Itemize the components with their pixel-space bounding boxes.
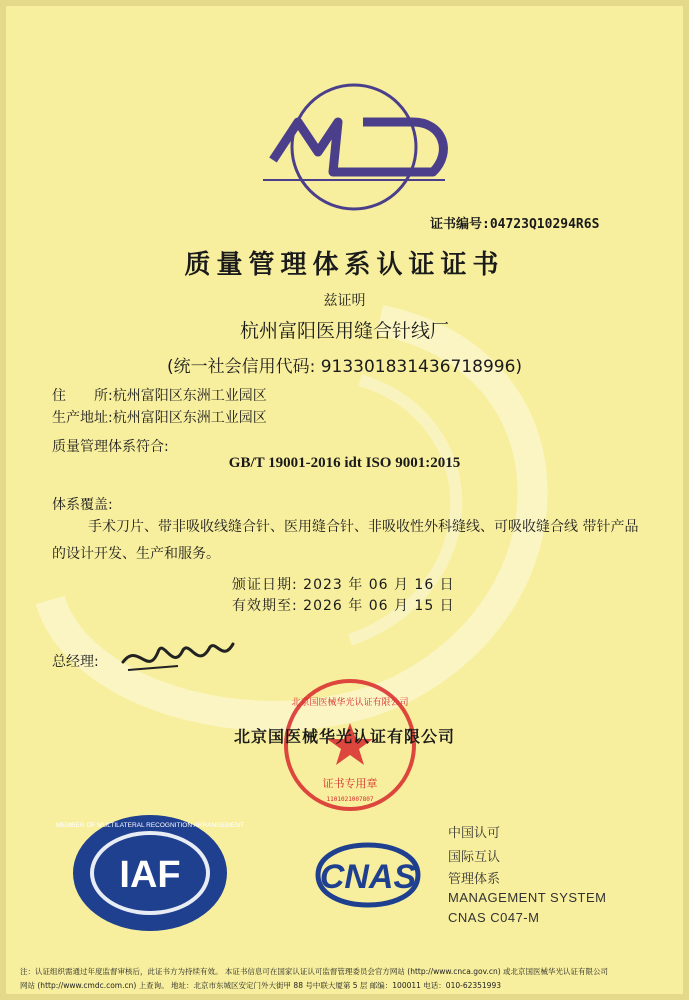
iaf-ring-text: MEMBER OF MULTILATERAL RECOGNITION ARRANGEMENT: [55, 822, 245, 829]
certificate-number: [430, 213, 599, 232]
seal-center-text: 证书专用章: [322, 777, 378, 790]
cnas-logo: [298, 830, 438, 920]
certificate-number-value: 04723Q10294R6S: [489, 217, 600, 232]
iaf-text: IAF: [119, 854, 181, 896]
cnas-line1: 中国认可: [448, 826, 501, 841]
signature-image: [118, 632, 238, 682]
production-value: 杭州富阳区东洲工业园区: [112, 410, 267, 426]
cnas-line2: 国际互认: [448, 850, 501, 865]
issue-date: 颁证日期: 2023 年 06 月 16 日: [232, 577, 455, 593]
scope-label: 体系覆盖:: [52, 497, 113, 513]
address-row: [52, 385, 267, 405]
issuer-name: 北京国医械华光认证有限公司: [233, 727, 455, 746]
md-logo: [263, 82, 445, 212]
conformity-label: 质量管理体系符合:: [52, 439, 169, 455]
footer-line2: 网站 (http://www.cmdc.com.cn) 上查询。 地址：北京市东城区安定门外大街甲 88 号中联大厦第 5 层 邮编：100011 电话：010-62351993: [20, 981, 501, 990]
cnas-line3: 管理体系: [448, 872, 501, 887]
scope-text: 手术刀片、带非吸收线缝合针、医用缝合针、非吸收性外科缝线、可吸收缝合线 带针产品的设计开发、生产和服务。: [52, 519, 639, 562]
cnas-line5: CNAS C047-M: [448, 910, 540, 925]
seal-number: 1101021007807: [326, 796, 374, 803]
company-name: 杭州富阳医用缝合针线厂: [239, 320, 449, 342]
credit-code: (统一社会信用代码: 913301831436718996): [166, 357, 523, 377]
standard-text: GB/T 19001-2016 idt ISO 9001:2015: [228, 455, 461, 471]
certificate-number-label: 证书编号:: [430, 217, 490, 232]
expiry-date: 有效期至: 2026 年 06 月 15 日: [232, 598, 455, 614]
footer-line1: 注：认证组织需通过年度监督审核后，此证书方为持续有效。 本证书信息可在国家认证认可监督管理委员会官方网站 (http://www.cnca.gov.cn) 或北京国医械华光认证有限公司: [20, 967, 609, 976]
production-label: 生产地址:: [52, 410, 113, 426]
iaf-logo: [55, 812, 245, 934]
certificate-title: 质量管理体系认证证书: [184, 250, 505, 280]
general-manager-label: 总经理:: [52, 654, 99, 670]
production-row: [52, 407, 267, 427]
seal-arc-text: 北京国医械华光认证有限公司: [291, 698, 409, 708]
address-value: 杭州富阳区东洲工业园区: [112, 388, 267, 404]
cnas-text: CNAS: [319, 858, 417, 896]
address-label: 住 所:: [52, 388, 113, 404]
hereby-text: 兹证明: [323, 293, 366, 309]
cnas-line4: MANAGEMENT SYSTEM: [448, 890, 607, 905]
